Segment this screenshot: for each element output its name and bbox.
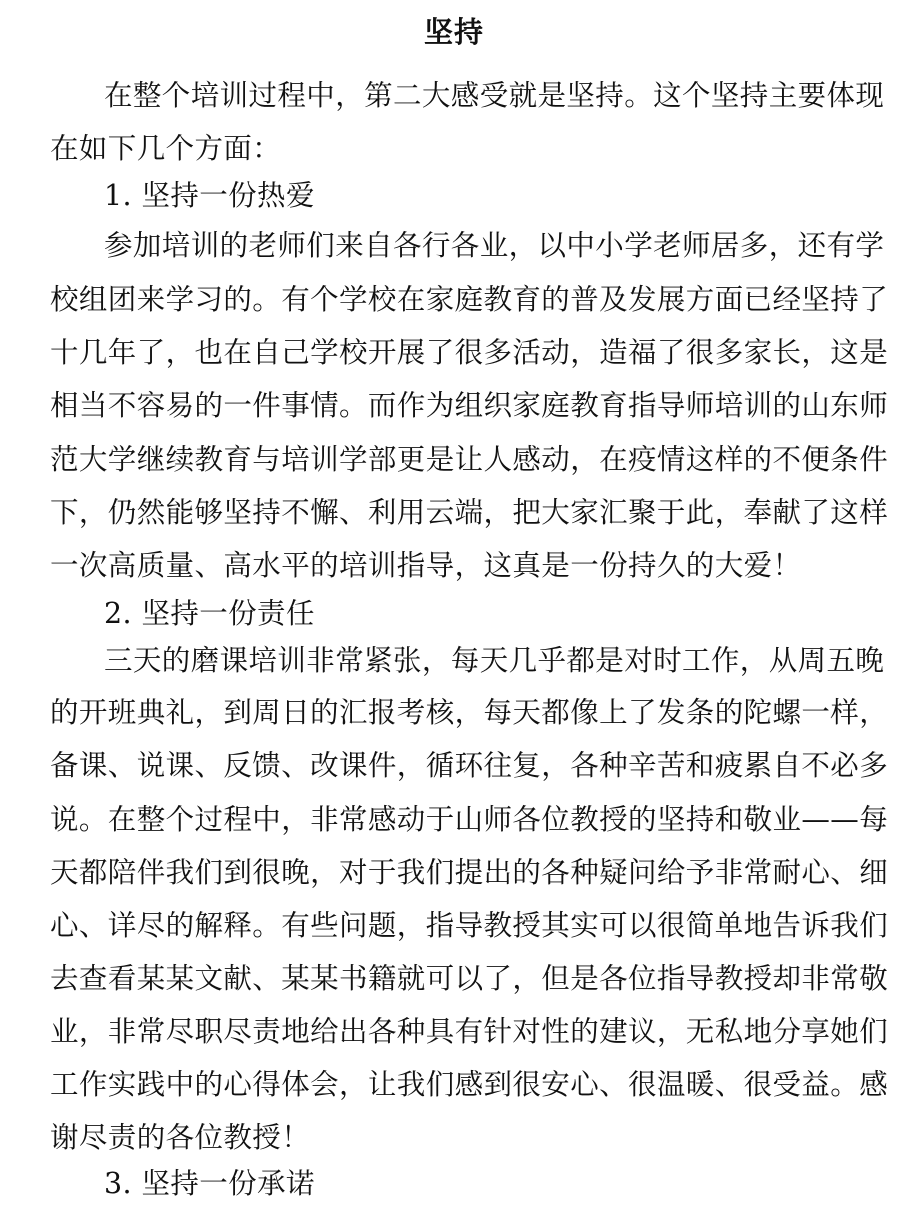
paragraph-line: 十几年了，也在自己学校开展了很多活动，造福了很多家长，这是 [50,336,889,369]
paragraph-line: 备课、说课、反馈、改课件，循环往复，各种辛苦和疲累自不必多 [50,749,889,782]
section-heading: 1. 坚持一份热爱 [104,179,315,212]
paragraph-line: 的开班典礼，到周日的汇报考核，每天都像上了发条的陀螺一样， [50,696,889,729]
paragraph-line: 去查看某某文献、某某书籍就可以了，但是各位指导教授却非常敬 [50,962,889,995]
paragraph-line: 下，仍然能够坚持不懈、利用云端，把大家汇聚于此，奉献了这样 [50,496,889,529]
paragraph-line: 一次高质量、高水平的培训指导，这真是一份持久的大爱！ [50,549,802,582]
paragraph-line: 天都陪伴我们到很晚，对于我们提出的各种疑问给予非常耐心、细 [50,856,889,889]
paragraph-line: 谢尽责的各位教授！ [50,1121,311,1154]
document-title: 坚持 [423,15,484,49]
section-heading: 3. 坚持一份承诺 [104,1167,315,1200]
paragraph-line: 在如下几个方面： [50,132,282,165]
paragraph-line: 业，非常尽职尽责地给出各种具有针对性的建议，无私地分享她们 [50,1015,889,1048]
paragraph-line: 心、详尽的解释。有些问题，指导教授其实可以很简单地告诉我们 [50,909,889,942]
paragraph-line: 相当不容易的一件事情。而作为组织家庭教育指导师培训的山东师 [50,389,889,422]
paragraph-line: 工作实践中的心得体会，让我们感到很安心、很温暖、很受益。感 [50,1068,889,1101]
paragraph-line: 参加培训的老师们来自各行各业，以中小学老师居多，还有学 [104,229,885,262]
paragraph-line: 说。在整个过程中，非常感动于山师各位教授的坚持和敬业——每 [50,803,889,836]
paragraph-line: 三天的磨课培训非常紧张，每天几乎都是对时工作，从周五晚 [104,644,885,677]
paragraph-line: 范大学继续教育与培训学部更是让人感动，在疫情这样的不便条件 [50,443,889,476]
section-heading: 2. 坚持一份责任 [104,597,315,630]
paragraph-line: 在整个培训过程中，第二大感受就是坚持。这个坚持主要体现 [104,79,885,112]
paragraph-line: 校组团来学习的。有个学校在家庭教育的普及发展方面已经坚持了 [50,283,889,316]
